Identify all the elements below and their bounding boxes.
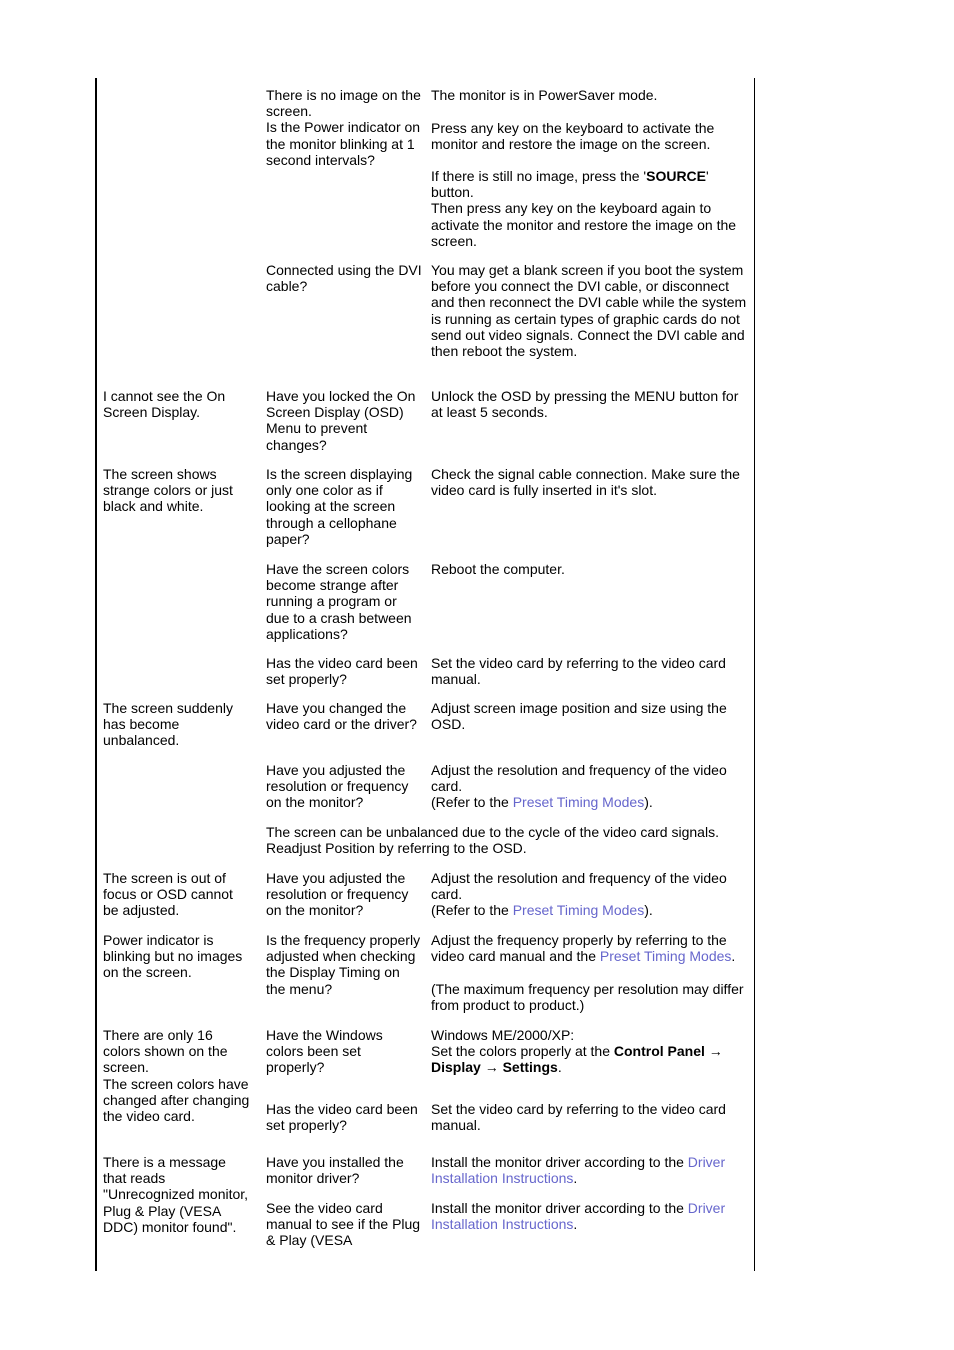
check-question: Connected using the DVI cable? [266,262,422,295]
driver-installation-link[interactable]: Driver Installation Instructions [431,1200,726,1233]
check-question: See the video card manual to see if the Plug & Play (VESA [266,1200,421,1249]
problem-text: There is a message that reads "Unrecognized monitor, Plug & Play (VESA DDC) monitor found". [103,1154,249,1235]
solution-text: The monitor is in PowerSaver mode. [431,87,658,103]
note-text: The screen can be unbalanced due to the cycle of the video card signals. Readjust Position by referring to the OSD. [266,824,719,857]
source-button-label: SOURCE [646,168,707,184]
check-question: Have the screen colors become strange after running a program or due to a crash between applications? [266,561,412,642]
solution-text: Windows ME/2000/XP: Set the colors properly at the Control Panel → Display → Settings. [431,1027,723,1076]
left-border [95,78,97,1271]
solution-text: If there is still no image, press the 'SOURCE' button. Then press any key on the keyboard again to activate the monitor and restore the image on the screen. [431,168,737,249]
solution-text: Reboot the computer. [431,561,565,577]
solution-text: You may get a blank screen if you boot the system before you connect the DVI cable, or disconnect and then reconnect the DVI cable while the system is running as certain types of graphic cards do not send out video signals. Connect the DVI cable and then reboot the system. [431,262,747,360]
solution-text: Check the signal cable connection. Make sure the video card is fully inserted in it's slot. [431,466,740,499]
solution-text: Adjust the resolution and frequency of the video card. (Refer to the Preset Timing Modes). [431,870,727,919]
check-question: Have you changed the video card or the driver? [266,700,417,733]
check-question: Have you adjusted the resolution or frequency on the monitor? [266,870,409,919]
solution-text: Press any key on the keyboard to activate the monitor and restore the image on the screen. [431,120,715,153]
problem-text: I cannot see the On Screen Display. [103,388,226,421]
check-question: There is no image on the screen. Is the Power indicator on the monitor blinking at 1 second intervals? [266,87,421,168]
right-border [754,78,755,1271]
solution-text: Adjust screen image position and size using the OSD. [431,700,727,733]
solution-text: Adjust the frequency properly by referring to the video card manual and the Preset Timing Modes. [431,932,736,965]
solution-text: Set the video card by referring to the video card manual. [431,655,726,688]
solution-text: Install the monitor driver according to the Driver Installation Instructions. [431,1154,726,1187]
solution-text: Install the monitor driver according to the Driver Installation Instructions. [431,1200,726,1233]
check-question: Is the screen displaying only one color as if looking at the screen through a cellophane paper? [266,466,413,547]
check-question: Is the frequency properly adjusted when checking the Display Timing on the menu? [266,932,421,997]
check-question: Have you locked the On Screen Display (OSD) Menu to prevent changes? [266,388,416,453]
solution-text: Unlock the OSD by pressing the MENU button for at least 5 seconds. [431,388,739,421]
problem-text: The screen suddenly has become unbalanced. [103,700,233,749]
arrow-icon: → [484,1059,499,1076]
problem-text: The screen shows strange colors or just black and white. [103,466,233,515]
solution-text: (The maximum frequency per resolution may differ from product to product.) [431,981,744,1014]
check-question: Has the video card been set properly? [266,655,418,688]
check-question: Have you installed the monitor driver? [266,1154,404,1187]
check-question: Have you adjusted the resolution or frequency on the monitor? [266,762,409,811]
solution-text: Set the video card by referring to the video card manual. [431,1101,726,1134]
check-question: Have the Windows colors been set properly? [266,1027,383,1076]
preset-timing-modes-link[interactable]: Preset Timing Modes [512,902,645,919]
arrow-icon: → [708,1043,723,1060]
problem-text: Power indicator is blinking but no images on the screen. [103,932,243,981]
driver-installation-link[interactable]: Driver Installation Instructions [431,1154,726,1187]
check-question: Has the video card been set properly? [266,1101,418,1134]
solution-text: Adjust the resolution and frequency of the video card. (Refer to the Preset Timing Modes). [431,762,727,811]
problem-text: The screen is out of focus or OSD cannot be adjusted. [103,870,233,919]
preset-timing-modes-link[interactable]: Preset Timing Modes [599,948,732,965]
preset-timing-modes-link[interactable]: Preset Timing Modes [512,794,645,811]
problem-text: There are only 16 colors shown on the screen. The screen colors have changed after changing the video card. [103,1027,250,1125]
